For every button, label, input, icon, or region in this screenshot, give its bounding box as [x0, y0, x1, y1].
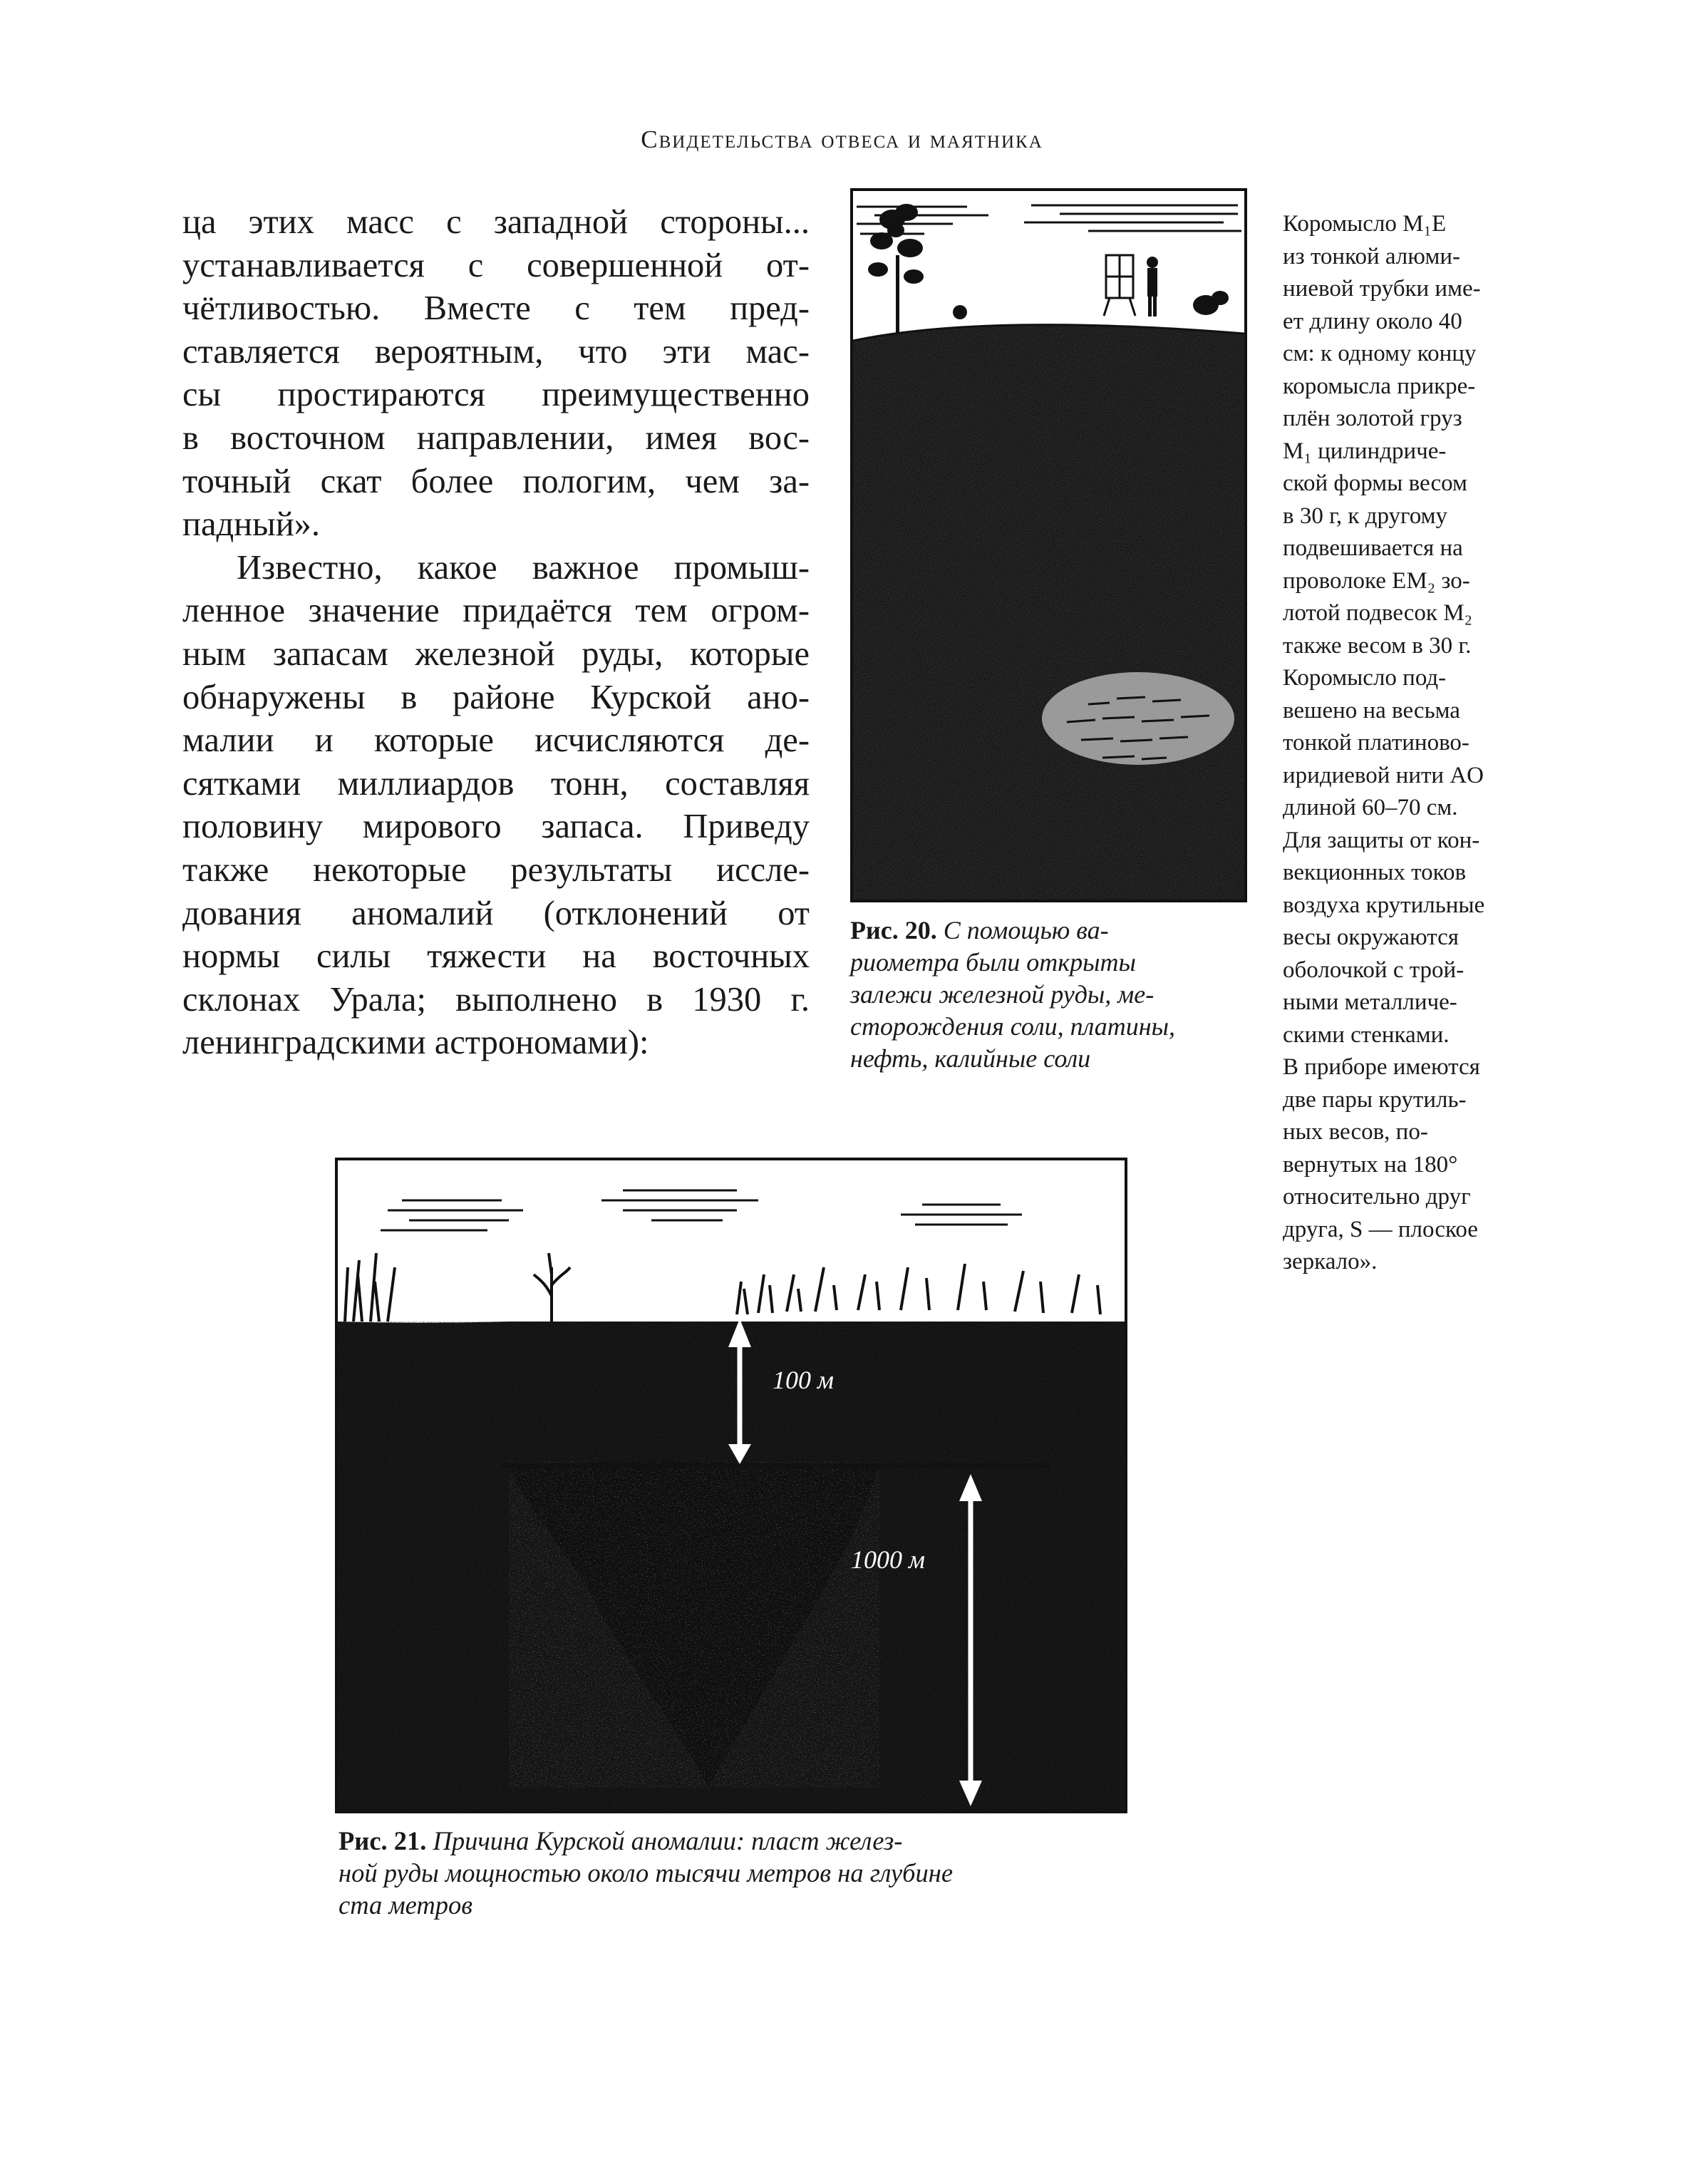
figure-21-illustration: [335, 1158, 1127, 1813]
text-line: ленное значение придаётся тем огром-: [182, 592, 810, 630]
sidenote-line: тонкой платиново-: [1283, 730, 1469, 756]
figure-20-illustration: [850, 188, 1247, 902]
figure-21-caption-line: Причина Курской аномалии: пласт желез-: [433, 1826, 903, 1855]
sidenote-line: зеркало».: [1283, 1249, 1378, 1274]
figure-21-caption-line: ной руды мощностью около тысячи метров на глубине: [339, 1858, 954, 1887]
sidenote-line: проволоке EM₂ зо-: [1283, 567, 1470, 594]
text-line: ным запасам железной руды, которые: [182, 634, 810, 673]
text-line: сы простираются преимущественно: [182, 376, 810, 414]
text-line: падный».: [182, 505, 321, 544]
figure-21-caption-line: ста метров: [339, 1890, 473, 1920]
text-line: дования аномалий (отклонений от: [182, 894, 810, 932]
sidenote-line: лотой подвесок M₂: [1283, 600, 1473, 626]
figure-20-caption-line: нефть, калийные соли: [850, 1044, 1091, 1073]
text-line: также некоторые результаты иссле-: [182, 850, 810, 889]
sidenote-line: в 30 г, к другому: [1283, 503, 1447, 529]
sidenote-line: ными металличе-: [1283, 989, 1457, 1015]
sidenote-line: длиной 60–70 см.: [1283, 795, 1458, 820]
figure-20-caption-line: сторождения соли, платины,: [850, 1012, 1176, 1041]
running-head: Свидетельства отвеса и маятника: [641, 125, 1043, 153]
figure-21-caption: [339, 1825, 1122, 1921]
text-line: склонах Урала; выполнено в 1930 г.: [182, 980, 810, 1019]
sidenote-line: см: к одному концу: [1283, 341, 1477, 366]
text-line: ленинградскими астрономами):: [182, 1024, 649, 1062]
text-line: сятками миллиардов тонн, составляя: [182, 764, 810, 803]
sidenote-line: воздуха крутильные: [1283, 892, 1485, 918]
sidenote-line: Коромысло под-: [1283, 665, 1447, 691]
sidenote-line: из тонкой алюми-: [1283, 243, 1461, 269]
sidenote-line: Коромысло M₁E: [1283, 211, 1447, 237]
depth-label: 100 м: [773, 1366, 834, 1394]
paragraph-1: [182, 201, 810, 547]
text-line: чётливостью. Вместе с тем пред-: [182, 289, 810, 328]
sidenote-line: вешено на весьма: [1283, 697, 1460, 723]
figure-20-caption-line: риометра были открыты: [850, 948, 1136, 977]
sidenote-line: две пары крутиль-: [1283, 1086, 1467, 1113]
sidenote-line: плён золотой груз: [1283, 406, 1462, 431]
figure-20-label: Рис. 20.: [850, 916, 937, 944]
body-text: [182, 201, 810, 1065]
text-line: нормы силы тяжести на восточных: [182, 937, 810, 976]
text-line: малии и которые исчисляются де-: [182, 721, 810, 760]
sidenote-line: вернутых на 180°: [1283, 1151, 1458, 1178]
sidenote-line: относительно друг: [1283, 1184, 1471, 1210]
sidenote-line: ниевой трубки име-: [1283, 276, 1481, 302]
text-line: в восточном направлении, имея вос-: [182, 418, 810, 457]
sidenote-line: друга, S — плоское: [1283, 1216, 1478, 1242]
sidenote-line: весы окружаются: [1283, 924, 1459, 950]
text-line: обнаружены в районе Курской ано-: [182, 678, 810, 716]
sidenote-line: скими стенками.: [1283, 1021, 1450, 1048]
sidenote-line: иридиевой нити AO: [1283, 762, 1484, 788]
sidenote-line: коромысла прикре-: [1283, 373, 1476, 399]
sidenote-line: ской формы весом: [1283, 470, 1467, 496]
figure-20-caption-line: залежи железной руды, ме-: [850, 980, 1154, 1009]
paragraph-2: [182, 547, 810, 1065]
sidenote: [1283, 208, 1539, 1279]
sidenote-line: подвешивается на: [1283, 535, 1463, 561]
thickness-label: 1000 м: [851, 1545, 925, 1574]
sidenote-line: ных весов, по-: [1283, 1119, 1428, 1145]
sidenote-line: векционных токов: [1283, 860, 1467, 885]
figure-20-caption-line: С помощью ва-: [943, 916, 1109, 944]
figure-21-label: Рис. 21.: [339, 1826, 427, 1855]
text-line: точный скат более пологим, чем за-: [182, 462, 810, 500]
text-line: устанавливается с совершенной от-: [182, 246, 810, 284]
text-line: ставляется вероятным, что эти мас-: [182, 332, 810, 371]
text-line: половину мирового запаса. Приведу: [182, 808, 810, 846]
text-line: ца этих масс с западной стороны...: [182, 203, 810, 241]
sidenote-line: M₁ цилиндриче-: [1283, 438, 1447, 464]
text-line: Известно, какое важное промыш-: [237, 548, 810, 587]
figure-20-caption: [850, 915, 1207, 1075]
sidenote-line: Для защиты от кон-: [1283, 827, 1480, 853]
sidenote-line: В приборе имеются: [1283, 1054, 1480, 1080]
sidenote-line: ет длину около 40: [1283, 308, 1462, 334]
sidenote-line: оболочкой с трой-: [1283, 957, 1465, 983]
sidenote-line: также весом в 30 г.: [1283, 632, 1472, 659]
